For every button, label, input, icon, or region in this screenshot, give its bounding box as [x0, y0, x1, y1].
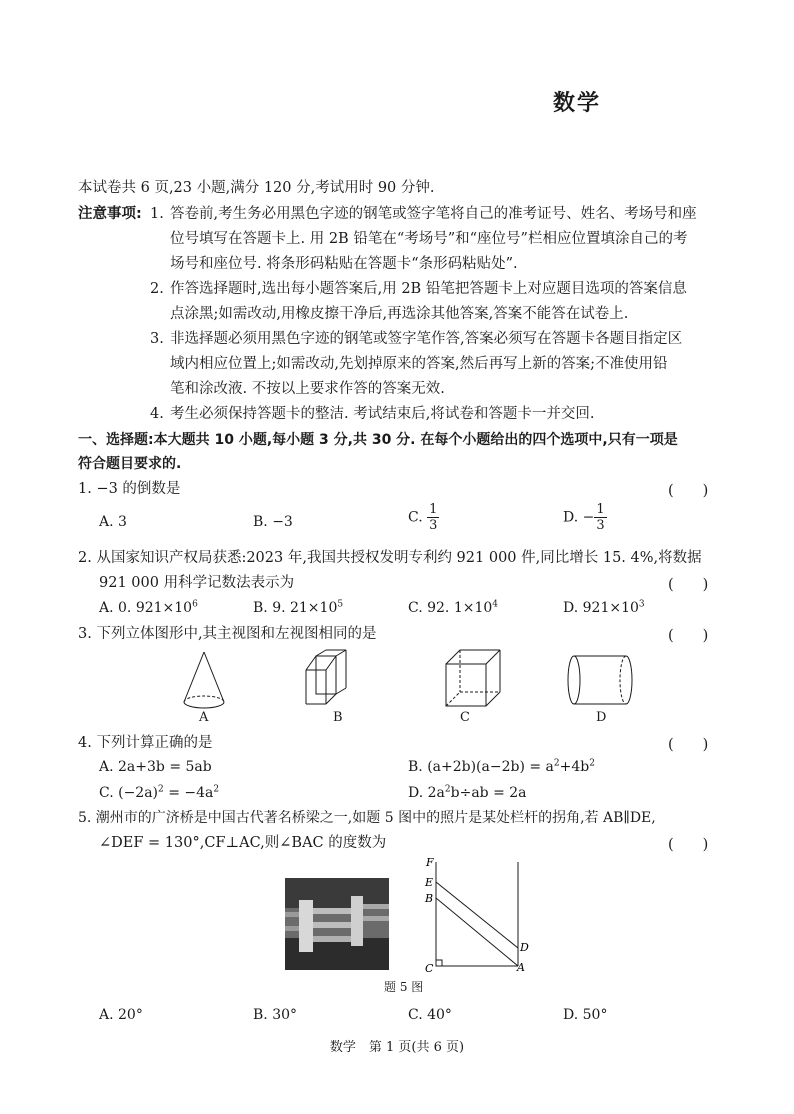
q2-option-d — [563, 600, 645, 616]
q1-option-d-fraction — [594, 502, 606, 533]
q1-answer-paren: ( ) — [668, 483, 709, 499]
point-e: E — [425, 876, 434, 889]
exam-intro: 本试卷共 6 页,23 小题,满分 120 分,考试用时 90 分钟. — [78, 180, 435, 196]
q2-option-d-text: D. 921×10 — [563, 600, 639, 616]
cylinder-shape — [568, 656, 632, 704]
notice-item-2-line-2: 点涂黑;如需改动,用橡皮擦干净后,再选涂其他答案,答案不能答在试卷上. — [170, 306, 629, 322]
exponent: 2 — [553, 758, 560, 769]
fraction-denominator: 3 — [429, 518, 438, 533]
q3-answer-paren: ( ) — [668, 628, 709, 644]
right-angle-mark — [436, 960, 442, 966]
q2-answer-paren: ( ) — [668, 577, 709, 593]
q5-stem-line-1: 5. 潮州市的广济桥是中国古代著名桥梁之一,如题 5 图中的照片是某处栏杆的拐角,若 AB∥DE, — [78, 810, 656, 826]
q4-option-b-text: B. (a+2b)(a−2b) = a — [408, 759, 554, 775]
q1-option-d — [563, 502, 607, 533]
point-c: C — [425, 962, 434, 975]
notice-item-3-line-1: 非选择题必须用黑色字迹的钢笔或签字笔作答,答案必须写在答题卡各题目指定区 — [170, 331, 683, 347]
q2-option-c-text: C. 92. 1×10 — [408, 600, 493, 616]
page-title: 数学 — [553, 91, 602, 116]
exponent: 2 — [158, 784, 164, 795]
q2-stem-line-1: 2. 从国家知识产权局获悉:2023 年,我国共授权发明专利约 921 000 件,同比增长 15. 4%,将数据 — [78, 550, 702, 566]
point-a: A — [517, 961, 525, 974]
cube-shape — [446, 650, 500, 706]
prism-shape — [306, 650, 346, 704]
q5-figure-caption: 题 5 图 — [384, 980, 424, 994]
exponent: 2 — [589, 758, 595, 769]
q5-option-a: A. 20° — [99, 1007, 143, 1023]
q3-label-b: B — [333, 710, 343, 725]
exponent: 2 — [444, 784, 451, 795]
q3-stem: 3. 下列立体图形中,其主视图和左视图相同的是 — [78, 626, 377, 642]
q4-option-b — [408, 759, 595, 775]
q3-label-a: A — [199, 710, 209, 725]
notice-item-1-line-1: 答卷前,考生务必用黑色字迹的钢笔或签字笔将自己的准考证号、姓名、考场号和座 — [170, 206, 697, 222]
q1-option-a: A. 3 — [99, 514, 127, 530]
q4-option-c-mid: = −4a — [163, 785, 214, 801]
notice-item-1-line-2: 位号填写在答题卡上. 用 2B 铅笔在“考场号”和“座位号”栏相应位置填涂自己的考 — [170, 231, 688, 247]
q4-stem: 4. 下列计算正确的是 — [78, 735, 213, 751]
q5-option-b: B. 30° — [253, 1007, 298, 1023]
notice-item-3-num: 3. — [150, 331, 164, 347]
q2-option-a — [99, 600, 198, 616]
page-footer: 数学 第 1 页(共 6 页) — [329, 1040, 465, 1055]
notice-item-3-line-2: 域内相应位置上;如需改动,先划掉原来的答案,然后再写上新的答案;不准使用铅 — [170, 356, 668, 372]
fraction-numerator: 1 — [429, 502, 438, 517]
q3-label-c: C — [460, 710, 470, 725]
q2-option-c — [408, 600, 498, 616]
notice-item-4-line-1: 考生必须保持答题卡的整洁. 考试结束后,将试卷和答题卡一并交回. — [170, 406, 595, 422]
q4-option-c-text: C. (−2a) — [99, 785, 159, 801]
notice-item-2-num: 2. — [150, 281, 164, 297]
line-ed — [436, 882, 518, 948]
q4-option-a: A. 2a+3b = 5ab — [99, 759, 212, 775]
q3-label-d: D — [596, 710, 607, 725]
q4-option-d — [408, 785, 527, 801]
notice-item-1-num: 1. — [150, 206, 164, 222]
notice-item-1-line-3: 场号和座位号. 将条形码粘贴在答题卡“条形码粘贴处”. — [170, 256, 518, 272]
q1-option-d-label: D. − — [563, 509, 595, 526]
line-ba — [436, 898, 518, 966]
notice-item-3-line-3: 笔和涂改液. 不按以上要求作答的答案无效. — [170, 381, 445, 397]
q4-answer-paren: ( ) — [668, 737, 709, 753]
notice-label: 注意事项: — [78, 206, 142, 222]
section-1-heading: 一、选择题:本大题共 10 小题,每小题 3 分,共 30 分. 在每个小题给出的四个选项中,只有一项是 — [78, 432, 678, 448]
q5-option-d: D. 50° — [563, 1007, 608, 1023]
fraction-denominator: 3 — [596, 518, 605, 533]
q2-option-b — [253, 600, 343, 616]
q2-option-b-text: B. 9. 21×10 — [253, 600, 338, 616]
cone-shape — [184, 652, 224, 708]
exponent: 4 — [492, 599, 499, 610]
q4-option-d-text: D. 2a — [408, 785, 445, 801]
q5-geometry-diagram — [420, 852, 540, 977]
q4-option-c — [99, 785, 219, 801]
exponent: 6 — [192, 599, 198, 610]
q3-solids-figure — [170, 648, 650, 728]
q5-stem-line-2: ∠DEF = 130°,CF⊥AC,则∠BAC 的度数为 — [99, 835, 387, 851]
exponent: 2 — [213, 784, 220, 795]
q5-answer-paren: ( ) — [668, 837, 709, 853]
exponent: 3 — [638, 599, 645, 610]
point-d: D — [520, 941, 529, 954]
q2-stem-line-2: 921 000 用科学记数法表示为 — [99, 575, 295, 591]
fraction-numerator: 1 — [596, 502, 605, 517]
q1-option-c-label: C. — [408, 509, 423, 526]
q4-option-d-mid: b÷ab = 2a — [450, 785, 527, 801]
q4-option-b-mid: +4b — [559, 759, 590, 775]
railing-photo — [285, 878, 389, 970]
q1-option-c-fraction — [427, 502, 439, 533]
point-b: B — [425, 892, 434, 905]
section-1-heading-cont: 符合题目要求的. — [78, 456, 182, 472]
q5-option-c: C. 40° — [408, 1007, 452, 1023]
notice-item-2-line-1: 作答选择题时,选出每小题答案后,用 2B 铅笔把答题卡上对应题目选项的答案信息 — [170, 281, 687, 297]
q1-option-b: B. −3 — [253, 514, 293, 530]
q1-stem: 1. −3 的倒数是 — [78, 481, 181, 497]
q1-option-c — [408, 502, 439, 533]
point-f: F — [426, 856, 434, 869]
q2-option-a-text: A. 0. 921×10 — [99, 600, 193, 616]
notice-item-4-num: 4. — [150, 406, 164, 422]
exponent: 5 — [337, 599, 344, 610]
